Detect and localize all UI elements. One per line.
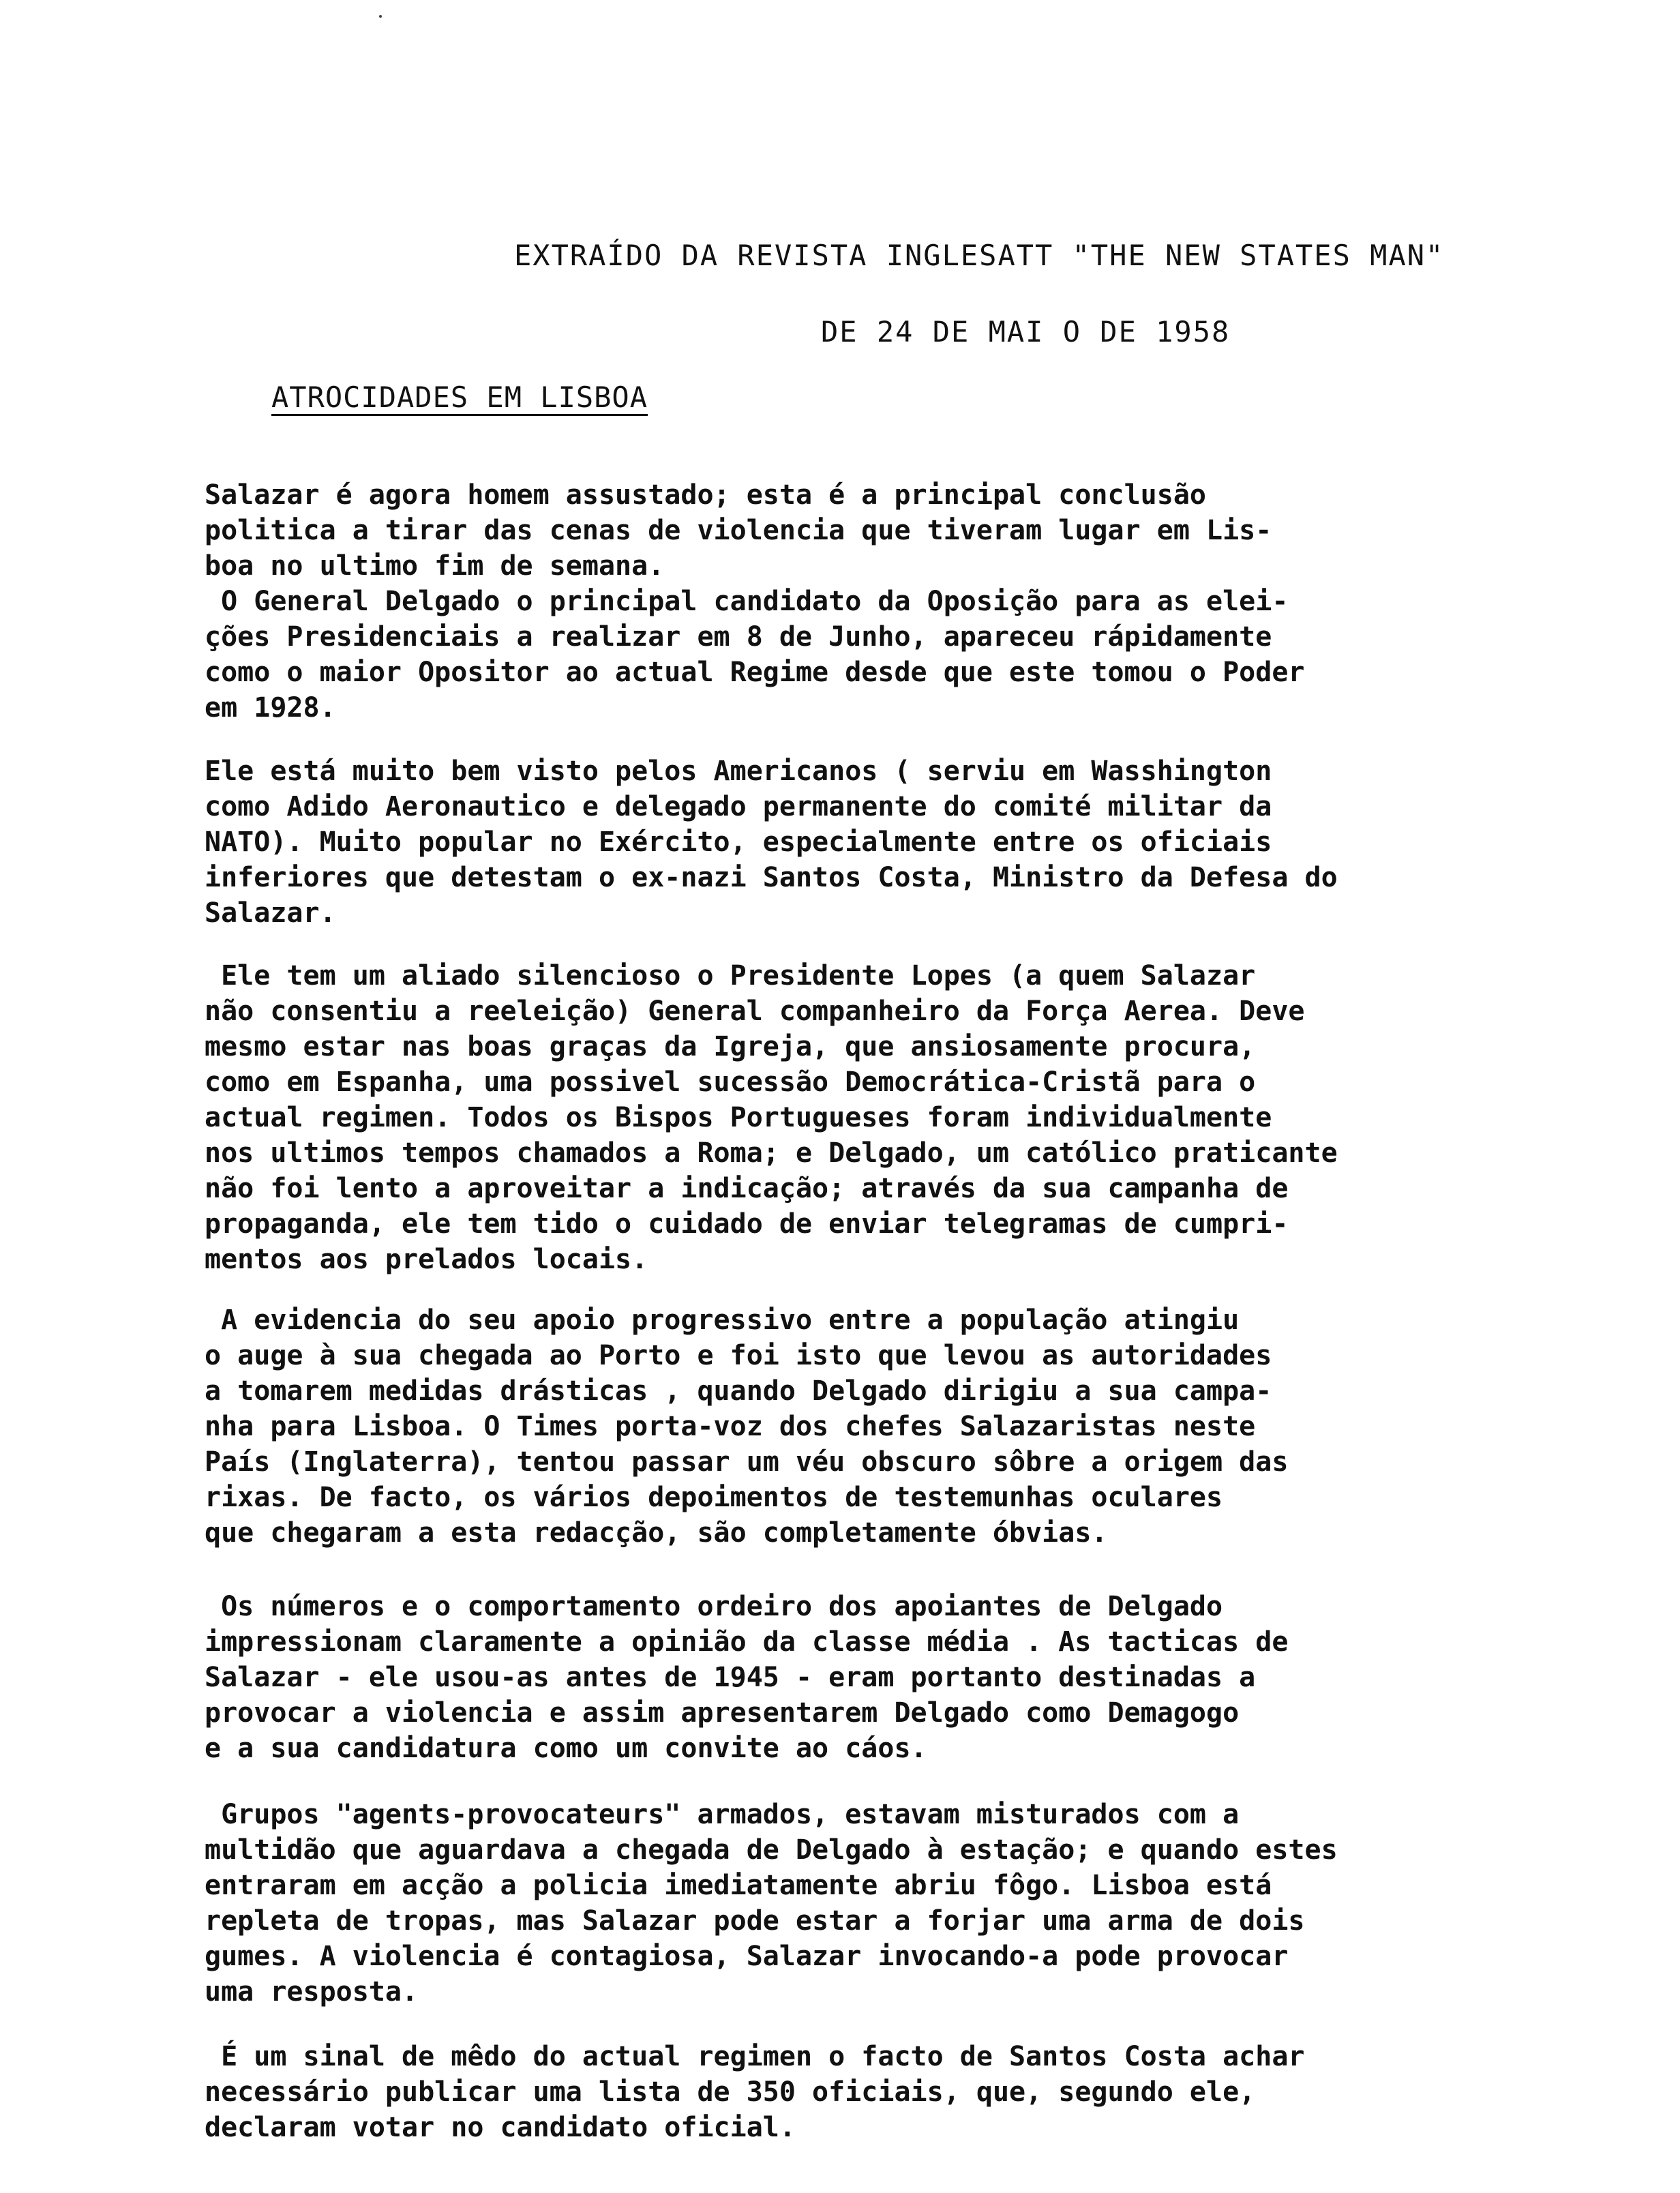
text-line: declaram votar no candidato oficial. bbox=[205, 2112, 796, 2143]
text-line: e a sua candidatura como um convite ao cáos. bbox=[205, 1733, 927, 1764]
text-line: como Adido Aeronautico e delegado permanente do comité militar da bbox=[205, 791, 1272, 822]
text-line: Grupos "agents-provocateurs" armados, estavam misturados com a bbox=[205, 1799, 1240, 1830]
text-line: Os números e o comportamento ordeiro dos apoiantes de Delgado bbox=[205, 1591, 1223, 1622]
text-line: rixas. De facto, os vários depoimentos de testemunhas oculares bbox=[205, 1482, 1223, 1513]
text-line: Salazar. bbox=[205, 897, 336, 929]
paragraph-4 bbox=[205, 1302, 1636, 1551]
text-line: repleta de tropas, mas Salazar pode estar a forjar uma arma de dois bbox=[205, 1905, 1305, 1937]
text-line: politica a tirar das cenas de violencia que tiveram lugar em Lis- bbox=[205, 515, 1272, 546]
text-line: como o maior Opositor ao actual Regime desde que este tomou o Poder bbox=[205, 657, 1305, 688]
text-line: entraram em acção a policia imediatamente abriu fôgo. Lisboa está bbox=[205, 1870, 1272, 1901]
text-line: inferiores que detestam o ex-nazi Santos Costa, Ministro da Defesa do bbox=[205, 862, 1338, 893]
paragraph-1 bbox=[205, 477, 1636, 726]
text-line: actual regimen. Todos os Bispos Portugueses foram individualmente bbox=[205, 1102, 1272, 1133]
text-line: uma resposta. bbox=[205, 1976, 419, 2008]
text-line: A evidencia do seu apoio progressivo entre a população atingiu bbox=[205, 1304, 1240, 1336]
text-line: gumes. A violencia é contagiosa, Salazar invocando-a pode provocar bbox=[205, 1941, 1289, 1972]
text-line: ções Presidenciais a realizar em 8 de Junho, apareceu rápidamente bbox=[205, 621, 1272, 653]
paragraph-7 bbox=[205, 2039, 1636, 2145]
text-line: Salazar é agora homem assustado; esta é a principal conclusão bbox=[205, 479, 1207, 511]
article-heading: ATROCIDADES EM LISBOA bbox=[271, 381, 648, 414]
paragraph-5 bbox=[205, 1589, 1636, 1766]
text-line: Ele está muito bem visto pelos Americanos ( serviu em Wasshington bbox=[205, 756, 1272, 787]
text-line: provocar a violencia e assim apresentarem Delgado como Demagogo bbox=[205, 1697, 1240, 1729]
text-line: o auge à sua chegada ao Porto e foi isto que levou as autoridades bbox=[205, 1340, 1272, 1371]
text-line: boa no ultimo fim de semana. bbox=[205, 550, 665, 582]
text-line: que chegaram a esta redacção, são completamente óbvias. bbox=[205, 1517, 1108, 1549]
text-line: É um sinal de mêdo do actual regimen o facto de Santos Costa achar bbox=[205, 2041, 1305, 2072]
text-line: nos ultimos tempos chamados a Roma; e Delgado, um católico praticante bbox=[205, 1137, 1338, 1169]
source-date-line: DE 24 DE MAI O DE 1958 bbox=[821, 315, 1231, 348]
text-line: multidão que aguardava a chegada de Delgado à estação; e quando estes bbox=[205, 1834, 1338, 1866]
text-line: nha para Lisboa. O Times porta-voz dos chefes Salazaristas neste bbox=[205, 1411, 1256, 1442]
paragraph-2 bbox=[205, 754, 1636, 931]
paragraph-6 bbox=[205, 1797, 1636, 2010]
text-line: mentos aos prelados locais. bbox=[205, 1244, 648, 1275]
text-line: não foi lento a aproveitar a indicação; através da sua campanha de bbox=[205, 1173, 1289, 1204]
text-line: como em Espanha, uma possivel sucessão Democrática-Cristã para o bbox=[205, 1066, 1256, 1098]
text-line: impressionam claramente a opinião da classe média . As tacticas de bbox=[205, 1626, 1289, 1658]
text-line: Ele tem um aliado silencioso o Presidente Lopes (a quem Salazar bbox=[205, 960, 1256, 991]
text-line: em 1928. bbox=[205, 692, 336, 723]
text-line: NATO). Muito popular no Exército, especialmente entre os oficiais bbox=[205, 826, 1272, 858]
text-line: O General Delgado o principal candidato da Oposição para as elei- bbox=[205, 586, 1289, 617]
paragraph-3 bbox=[205, 958, 1636, 1277]
text-line: a tomarem medidas drásticas , quando Delgado dirigiu a sua campa- bbox=[205, 1375, 1272, 1407]
text-line: propaganda, ele tem tido o cuidado de enviar telegramas de cumpri- bbox=[205, 1208, 1289, 1240]
text-line: País (Inglaterra), tentou passar um véu obscuro sôbre a origem das bbox=[205, 1446, 1289, 1478]
source-line: EXTRAÍDO DA REVISTA INGLESATT "THE NEW STATES MAN" bbox=[514, 239, 1445, 272]
ink-speck bbox=[379, 15, 382, 18]
text-line: não consentiu a reeleição) General companheiro da Força Aerea. Deve bbox=[205, 996, 1305, 1027]
text-line: necessário publicar uma lista de 350 oficiais, que, segundo ele, bbox=[205, 2076, 1256, 2108]
text-line: mesmo estar nas boas graças da Igreja, que ansiosamente procura, bbox=[205, 1031, 1256, 1062]
text-line: Salazar - ele usou-as antes de 1945 - eram portanto destinadas a bbox=[205, 1662, 1256, 1693]
